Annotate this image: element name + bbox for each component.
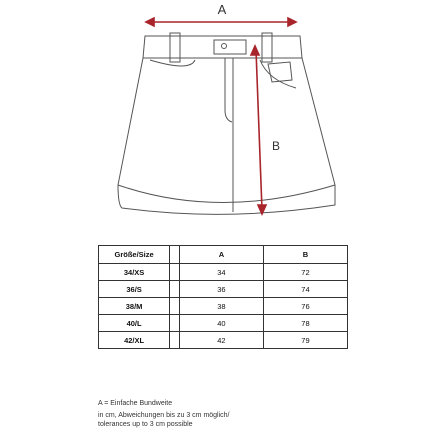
table-row [99,281,348,298]
width-arrow-left-head [146,18,154,26]
b-cell: 74 [263,281,347,298]
header-b: B [263,246,347,264]
header-spacer [170,246,180,264]
size-cell: 36/S [99,281,170,298]
size-cell: 34/XS [99,264,170,281]
label-b: B [272,139,281,153]
note-tolerance-en: tolerances up to 3 cm possible [98,420,193,428]
table-row [99,332,348,349]
width-arrow-right-head [288,18,296,26]
waistband-outline [143,36,302,58]
button-icon [222,44,227,49]
label-a: A [217,2,227,17]
size-cell: 42/XL [99,332,170,349]
note-tolerance-de: in cm, Abweichungen bis zu 3 cm möglich/ [98,412,230,420]
button-tab [214,40,246,54]
length-arrow-top-head [251,46,259,55]
a-cell: 40 [179,315,263,332]
spacer-cell [170,281,180,298]
fly-stitch [225,58,232,122]
note-waist-definition: A = Einfache Bundweite [98,400,173,407]
header-size: Größe/Size [99,246,170,264]
b-cell: 78 [263,315,347,332]
pocket-left [150,60,195,66]
table-row [99,298,348,315]
table-header-row [99,246,348,264]
measurement-notes [98,400,230,429]
hem-line [118,185,335,214]
a-cell: 36 [179,281,263,298]
b-cell: 72 [263,264,347,281]
b-cell: 76 [263,298,347,315]
length-arrow-line [256,50,262,210]
size-table [98,245,348,349]
a-cell: 34 [179,264,263,281]
a-cell: 42 [179,332,263,349]
spacer-cell [170,264,180,281]
spacer-cell [170,332,180,349]
coin-pocket [268,62,292,82]
skirt-outline [118,58,335,203]
spacer-cell [170,315,180,332]
b-cell: 79 [263,332,347,349]
table-row [99,315,348,332]
size-cell: 38/M [99,298,170,315]
spacer-cell [170,298,180,315]
header-a: A [179,246,263,264]
a-cell: 38 [179,298,263,315]
table-row [99,264,348,281]
size-cell: 40/L [99,315,170,332]
